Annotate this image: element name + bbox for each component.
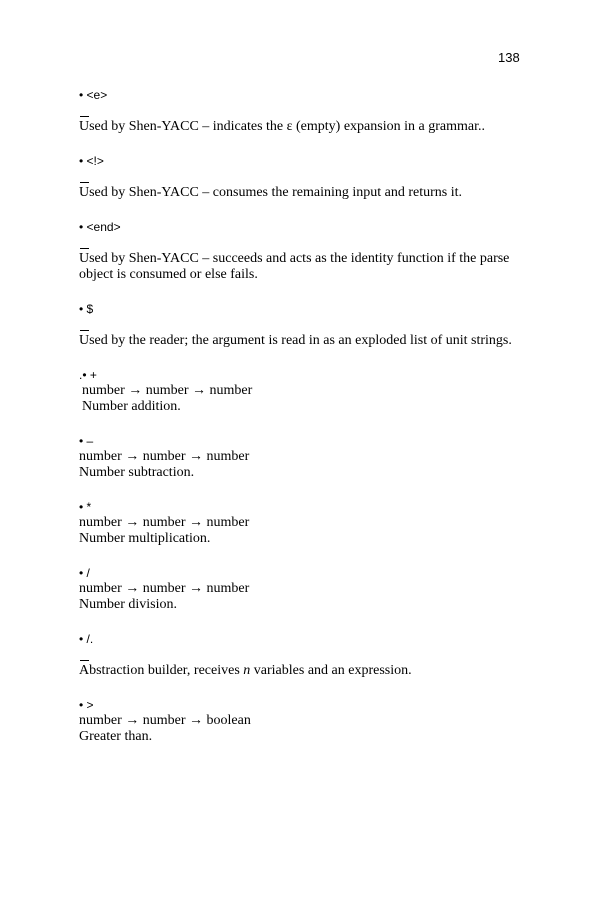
entry-gap — [79, 103, 524, 119]
entry-heading: • > — [79, 698, 94, 712]
entry-heading: • <e> — [79, 88, 108, 102]
entry-heading: • / — [79, 566, 90, 580]
entry-dollar — [79, 301, 524, 349]
entry-end — [79, 219, 524, 283]
entry-gap — [79, 317, 524, 333]
entry-heading: .• + — [79, 368, 97, 382]
entry-heading: • /. — [79, 632, 94, 646]
entry-description: Used by Shen-YACC – indicates the ε (empty) expansion in a grammar.. — [79, 119, 485, 134]
entry-description: Used by the reader; the argument is read in as an exploded list of unit strings. — [79, 333, 512, 348]
entry-description-start: Abstraction builder, receives — [79, 663, 244, 678]
entry-addition — [79, 367, 524, 415]
entry-heading: • * — [79, 500, 92, 514]
entry-description-variable: n — [243, 663, 251, 678]
entry-description: Number subtraction. — [79, 465, 195, 480]
entry-multiplication — [79, 499, 524, 547]
entry-description: Number division. — [79, 597, 177, 612]
entry-empty-expansion — [79, 87, 524, 135]
entry-signature: number → number → number — [82, 383, 253, 398]
page-number: 138 — [498, 50, 520, 65]
entry-description: Used by Shen-YACC – consumes the remaining input and returns it. — [79, 185, 463, 200]
entry-heading: • – — [79, 434, 94, 448]
entry-signature: number → number → number — [79, 449, 250, 464]
entry-abstraction — [79, 631, 524, 679]
entry-gap — [79, 169, 524, 185]
entry-subtraction — [79, 433, 524, 481]
entry-signature: number → number → boolean — [79, 713, 251, 728]
entry-signature: number → number → number — [79, 581, 250, 596]
entry-description-continued: object is consumed or else fails. — [79, 267, 258, 282]
entry-description: Greater than. — [79, 729, 153, 744]
entry-division — [79, 565, 524, 613]
entry-signature: number → number → number — [79, 515, 250, 530]
entry-heading: • <!> — [79, 154, 104, 168]
entry-consume-remaining — [79, 153, 524, 201]
entry-heading: • <end> — [79, 220, 121, 234]
entry-gap — [79, 235, 524, 251]
glossary-entries — [79, 87, 524, 745]
entry-description: Number addition. — [82, 399, 181, 414]
entry-greater-than — [79, 697, 524, 745]
entry-description: Used by Shen-YACC – succeeds and acts as the identity function if the parse — [79, 251, 510, 266]
entry-gap — [79, 647, 524, 663]
entry-description: Number multiplication. — [79, 531, 211, 546]
entry-heading: • $ — [79, 302, 94, 316]
entry-description — [79, 663, 524, 679]
entry-description-end: variables and an expression. — [250, 663, 412, 678]
